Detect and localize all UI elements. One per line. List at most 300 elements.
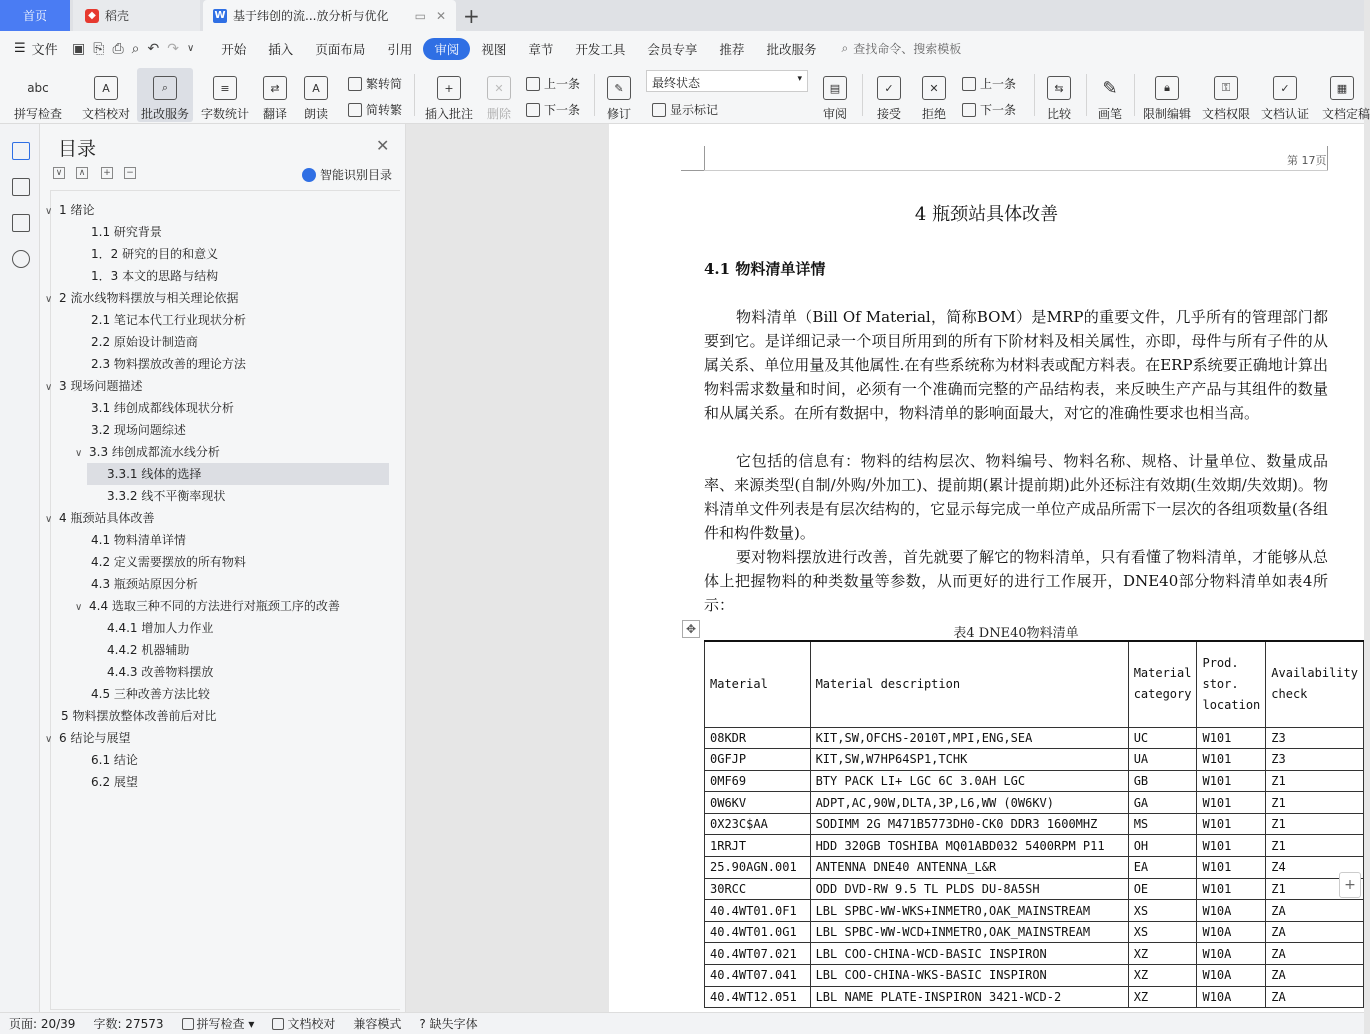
doc-permission-label: 文档权限 [1201,107,1250,121]
table-cell[interactable]: HDD 320GB TOSHIBA MQ01ABD032 5400RPM P11 [810,835,1128,857]
trad-to-simp-icon [348,77,362,91]
expand-up-icon[interactable]: ∧ [76,167,88,179]
toc-item-label: 4.2 定义需要摆放的所有物料 [91,555,246,569]
next-comment-button[interactable] [526,101,580,118]
table-cell[interactable]: BTY PACK LI+ LGC 6C 3.0AH LGC [810,770,1128,792]
table-cell[interactable]: ZA [1266,965,1364,987]
tab-pin-icon[interactable]: ▭ [414,8,426,23]
table-header-cell: Availability check [1266,641,1364,727]
toc-item-label: 4.4.1 增加人力作业 [107,621,214,635]
accept-label: 接受 [876,107,901,121]
accept-button[interactable] [870,68,908,122]
command-search-placeholder: 查找命令、搜索模板 [853,42,962,56]
crop-mark [1327,146,1328,170]
doc-permission-icon: ⚿ [1214,76,1238,100]
table-cell[interactable]: LBL COO-CHINA-WKS-BASIC INSPIRON [810,965,1128,987]
prev-comment-label: 上一条 [544,77,581,91]
simp-to-trad-icon [348,103,362,117]
crop-mark [704,146,705,170]
table-cell[interactable]: EA [1128,857,1197,879]
hamburger-icon: ☰ [14,41,26,56]
toc-item-label: 3.3 纬创成都流水线分析 [89,445,220,459]
chevron-down-icon[interactable]: ∨ [45,382,53,393]
table-cell[interactable]: XS [1128,921,1197,943]
toc-item[interactable] [91,573,198,595]
reject-icon: ✕ [922,76,946,100]
finalize-icon: ▦ [1330,76,1354,100]
menu-tab-member[interactable]: 会员专享 [647,41,698,57]
missing-font-indicator[interactable] [410,1015,486,1032]
toc-item[interactable] [45,507,154,529]
ribbon-review [0,66,1370,124]
menu-tab-correction[interactable]: 批改服务 [766,41,817,57]
table-cell[interactable]: ANTENNA DNE40 ANTENNA_L&R [810,857,1128,879]
toc-item-label: 6.1 结论 [91,753,138,767]
tab-close-icon[interactable]: ✕ [435,8,446,23]
tab-document-label: 基于纬创的流...放分析与优化 [233,9,389,23]
chevron-down-icon: ▾ [797,74,802,84]
toc-item-label: 2 流水线物料摆放与相关理论依据 [59,291,239,305]
page-indicator[interactable]: 页面: 20/39 [9,1017,76,1031]
spellcheck-status-icon [182,1018,194,1030]
menu-tab-recommend[interactable]: 推荐 [719,41,745,57]
table-row [705,900,1364,922]
next-change-button[interactable] [962,101,1016,118]
word-count-icon: ≡ [213,76,237,100]
table-cell[interactable]: XZ [1128,986,1197,1008]
table-cell[interactable]: W101 [1197,878,1266,900]
table-row [705,965,1364,987]
table-cell[interactable]: ZA [1266,986,1364,1008]
table-cell[interactable]: KIT,SW,W7HP64SP1,TCHK [810,749,1128,771]
menu-tab-start[interactable]: 开始 [221,41,247,57]
document-page[interactable] [609,124,1364,1012]
table-cell[interactable]: W101 [1197,770,1266,792]
tab-daoke[interactable] [73,0,200,31]
table-row [705,857,1364,879]
table-cell[interactable]: 0GFJP [705,749,811,771]
toc-item-label: 6.2 展望 [91,775,138,789]
tab-home[interactable] [0,0,70,31]
paragraph-1: 物料清单（Bill Of Material，简称BOM）是MRP的重要文件，几乎所有的管理部门都要到它。是详细记录一个项目所用到的所有下阶材料及相关属性，亦即，母件与所有子件的从属关系、单位用量及其他属性.在有些系统称为材料表或配方料表。在ERP系统要正确地计算出物料需求数量和时间，必须有一个准确而完整的产品结构表，来反映生产产品与其组件的数量和从属关系。在所有数据中，物料清单的影响面最大，对它的准确性要求也相当高。 [704,308,1328,422]
table-cell[interactable]: ZA [1266,943,1364,965]
ribbon-divider [414,74,415,116]
pen-label: 画笔 [1097,107,1122,121]
table-cell[interactable]: 08KDR [705,727,811,749]
statusbar-spellcheck[interactable]: 拼写检查 ▾ [173,1015,264,1032]
prev-comment-icon [526,77,540,91]
table-cell[interactable]: UC [1128,727,1197,749]
ribbon-divider [1034,74,1035,116]
tab-document[interactable] [203,0,456,31]
toc-item[interactable] [91,749,138,771]
toc-item-label: 1.1 研究背景 [91,225,162,239]
toc-item[interactable] [91,221,162,243]
undo-icon[interactable]: ↶ [147,40,160,57]
toc-item-label: 4.4.2 机器辅助 [107,643,190,657]
statusbar-doc-proof[interactable] [263,1015,344,1032]
table-cell[interactable]: W10A [1197,986,1266,1008]
toc-item-label: 4 瓶颈站具体改善 [59,511,155,525]
toc-item[interactable] [91,419,186,441]
toc-item[interactable] [91,265,218,287]
redo-icon[interactable]: ↷ [167,40,179,57]
toc-item[interactable] [91,243,218,265]
menu-tab-layout[interactable]: 页面布局 [315,41,366,57]
table-cell[interactable]: OE [1128,878,1197,900]
smart-toc-button[interactable] [302,166,392,183]
table-cell[interactable]: 0W6KV [705,792,811,814]
navigation-icon[interactable] [12,178,30,196]
daoke-logo-icon: ◆ [85,9,99,23]
toc-item[interactable] [75,441,220,463]
doc-finalize-button[interactable] [1318,68,1370,122]
compare-label: 比较 [1046,107,1071,121]
table-cell[interactable]: W101 [1197,813,1266,835]
table-cell[interactable]: ADPT,AC,90W,DLTA,3P,L6,WW (0W6KV) [810,792,1128,814]
translate-icon: ⇄ [263,76,287,100]
table-cell[interactable]: W101 [1197,835,1266,857]
file-menu-label: 文件 [31,43,58,58]
toc-panel [40,124,406,1012]
table-cell[interactable]: 0MF69 [705,770,811,792]
toc-item[interactable] [91,771,138,793]
toc-item-label: 4.5 三种改善方法比较 [91,687,210,701]
table-row [705,749,1364,771]
toc-item-label: 6 结论与展望 [59,731,131,745]
doc-permission-button[interactable] [1199,68,1253,122]
table-row [705,878,1364,900]
tab-home-label: 首页 [22,9,47,23]
restrict-edit-button[interactable] [1140,68,1194,122]
markup-state-select[interactable] [646,70,808,92]
spellcheck-icon: abc [27,81,49,95]
toc-item-label: 3.2 现场问题综述 [91,423,186,437]
table-cell[interactable]: ZA [1266,921,1364,943]
table-cell[interactable]: Z3 [1266,727,1364,749]
toc-item[interactable] [45,199,94,221]
toc-item-label: 4.4.3 改善物料摆放 [107,665,214,679]
toc-item[interactable] [91,309,246,331]
toc-item[interactable] [91,353,246,375]
table-cell[interactable]: MS [1128,813,1197,835]
trad-to-simp-button[interactable] [348,75,402,92]
bom-table [704,640,1364,1008]
toc-item[interactable] [45,375,142,397]
paragraph-3: 要对物料摆放进行改善，首先就要了解它的物料清单，只有看懂了物料清单，才能够从总体上把握物料的种类数量等参数，从而更好的进行工作展开，DNE40部分物料清单如表4所示： [704,548,1328,614]
toc-item[interactable] [91,397,234,419]
accept-icon: ✓ [877,76,901,100]
spellcheck-label: 拼写检查 [13,107,62,121]
quick-access-toolbar [72,41,194,57]
table-cell[interactable]: LBL SPBC-WW-WCD+INMETRO,OAK_MAINSTREAM [810,921,1128,943]
compare-button[interactable] [1040,68,1078,122]
toc-item-label: 3.3.2 线不平衡率现状 [107,489,226,503]
table-cell[interactable]: W10A [1197,900,1266,922]
menu-bar [0,31,1364,66]
smart-toc-label: 智能识别目录 [320,168,393,182]
status-bar [0,1012,1364,1034]
table-row [705,986,1364,1008]
translate-button[interactable] [256,68,294,122]
chevron-down-icon[interactable]: ∨ [45,734,53,745]
table-cell[interactable]: Z4 [1266,857,1364,879]
title-bar [0,0,1364,31]
next-change-label: 下一条 [980,103,1017,117]
toc-item-label: 1 绪论 [59,203,95,217]
read-aloud-button[interactable] [300,68,332,122]
spellcheck-button[interactable] [8,68,68,122]
table-cell[interactable]: 1RRJT [705,835,811,857]
toc-item-label: 4.1 物料清单详情 [91,533,186,547]
toc-panel-icon[interactable] [12,142,30,160]
review-pane-button[interactable] [816,68,854,122]
toc-item-label: 1．3 本文的思路与结构 [91,269,219,283]
table-cell[interactable]: GB [1128,770,1197,792]
menu-tab-view[interactable]: 视图 [481,41,507,57]
table-cell[interactable]: 0X23C$AA [705,813,811,835]
ribbon-divider [594,74,595,116]
lock-icon: 🔒︎ [1155,76,1179,100]
print-icon[interactable]: ⎙ [112,40,124,57]
toc-item[interactable] [91,683,210,705]
toc-item-label: 4.3 瓶颈站原因分析 [91,577,198,591]
doc-proof-label: 文档校对 [81,107,130,121]
table-cell[interactable]: 30RCC [705,878,811,900]
revise-icon: ✎ [607,76,631,100]
read-aloud-label: 朗读 [303,107,328,121]
doc-finalize-label: 文档定稿 [1322,107,1370,121]
table-cell[interactable]: W10A [1197,921,1266,943]
insert-comment-icon: + [437,76,461,100]
table-header-cell: Material description [810,641,1128,727]
toc-item[interactable] [91,331,198,353]
prev-change-button[interactable] [962,75,1016,92]
ribbon-divider [862,74,863,116]
prev-change-label: 上一条 [980,77,1017,91]
section-title: 4.1 物料清单详情 [704,260,826,278]
table-cell[interactable]: XS [1128,900,1197,922]
crop-mark [681,170,705,171]
export-pdf-icon[interactable]: ⎘ [93,40,105,57]
print-preview-icon[interactable]: ⌕ [131,40,140,57]
next-comment-label: 下一条 [544,103,581,117]
header-line [704,170,1328,171]
table-header-cell: Material category [1128,641,1197,727]
new-tab-button[interactable]: + [463,4,480,28]
compare-icon: ⇆ [1047,76,1071,100]
menu-tab-review[interactable]: 审阅 [423,38,470,60]
toc-item[interactable] [45,727,130,749]
table-cell[interactable]: 40.4WT07.021 [705,943,811,965]
toc-item[interactable] [91,551,246,573]
doc-certify-button[interactable] [1258,68,1312,122]
table-cell[interactable]: LBL SPBC-WW-WKS+INMETRO,OAK_MAINSTREAM [810,900,1128,922]
review-pane-icon: ▤ [823,76,847,100]
markup-state-value: 最终状态 [652,76,701,90]
toc-item[interactable] [107,485,225,507]
table-cell[interactable]: W10A [1197,965,1266,987]
prev-comment-button[interactable] [526,75,580,92]
table-row [705,792,1364,814]
revise-label: 修订 [606,107,631,121]
correction-service-button[interactable] [137,68,193,122]
chevron-down-icon[interactable]: ∨ [45,206,53,217]
table-cell[interactable]: OH [1128,835,1197,857]
table-cell[interactable]: Z1 [1266,835,1364,857]
paragraph-2: 它包括的信息有：物料的结构层次、物料编号、物料名称、规格、计量单位、数量成品率、来源类型(自制/外购/外加工)、提前期(累计提前期)此外还标注有效期(生效期/失效期)。物料清单文件列表是有层次结构的，它显示每完成一单位产成品所需下一层次的各组项数量(各组件和构件数量)。 [704,452,1328,542]
chevron-down-icon[interactable]: ∨ [75,602,83,613]
next-comment-icon [526,103,540,117]
chapter-title: 4 瓶颈站具体改善 [914,204,1059,225]
save-icon[interactable]: ▣ [72,40,86,57]
ribbon-divider [1086,74,1087,116]
ribbon-divider [1134,74,1135,116]
toc-item[interactable] [91,529,186,551]
add-panel-button[interactable]: + [1339,872,1361,898]
more-quick-access-icon[interactable]: ∨ [186,43,195,54]
table-move-handle-icon[interactable]: ✥ [682,620,700,638]
table-cell[interactable]: ODD DVD-RW 9.5 TL PLDS DU-8A5SH [810,878,1128,900]
revise-button[interactable] [600,68,638,122]
writer-doc-icon: W [214,9,226,21]
table-cell[interactable]: LBL NAME PLATE-INSPIRON 3421-WCD-2 [810,986,1128,1008]
table-cell[interactable]: 25.90AGN.001 [705,857,811,879]
reject-label: 拒绝 [921,107,946,121]
read-aloud-icon: A [304,76,328,100]
toc-item-label: 3 现场问题描述 [59,379,143,393]
chevron-down-icon[interactable]: ∨ [45,514,53,525]
review-pane-label: 审阅 [822,107,847,121]
chevron-down-icon[interactable]: ∨ [45,294,53,305]
search-panel-icon[interactable] [12,250,30,268]
toc-item[interactable] [45,287,238,309]
doc-proof-button[interactable] [78,68,134,122]
table-row [705,813,1364,835]
insert-comment-label: 插入批注 [424,107,473,121]
add-heading-icon[interactable]: + [101,167,113,179]
delete-comment-icon: ✕ [487,76,511,100]
document-area [407,124,1364,1012]
simp-to-trad-label: 简转繁 [366,103,403,117]
correction-service-label: 批改服务 [140,107,189,121]
insert-comment-button[interactable] [422,68,476,122]
word-count-indicator[interactable]: 字数: 27573 [93,1017,164,1031]
menu-tab-chapter[interactable]: 章节 [528,41,554,57]
toc-item-label: 3.1 纬创成都线体现状分析 [91,401,234,415]
smart-toc-icon [302,168,316,182]
collapse-all-icon[interactable]: ∨ [53,167,65,179]
side-rail [0,124,40,1012]
table-cell[interactable]: Z1 [1266,792,1364,814]
table-caption: 表4 DNE40物料清单 [953,626,1079,641]
delete-comment-label: 删除 [486,107,511,121]
table-cell[interactable]: XZ [1128,943,1197,965]
toc-item-label: 2.2 原始设计制造商 [91,335,198,349]
doc-proof-icon: A [94,76,118,100]
table-cell[interactable]: W10A [1197,943,1266,965]
bookmark-icon[interactable] [12,214,30,232]
menu-tabs [210,38,827,60]
toc-item-label: 3.3.1 线体的选择 [107,467,202,481]
menu-tab-devtools[interactable]: 开发工具 [575,41,626,57]
pen-button[interactable] [1094,68,1126,122]
simp-to-trad-button[interactable] [348,101,402,118]
file-menu[interactable] [0,39,72,58]
table-cell[interactable]: W101 [1197,749,1266,771]
toc-item[interactable] [107,661,213,683]
table-cell[interactable]: W101 [1197,727,1266,749]
pen-icon: ✎ [1102,77,1118,99]
toc-item[interactable] [61,705,216,727]
tab-daoke-label: 稻壳 [105,9,130,23]
table-cell[interactable]: KIT,SW,OFCHS-2010T,MPI,ENG,SEA [810,727,1128,749]
table-cell[interactable]: Z1 [1266,770,1364,792]
menu-tab-reference[interactable]: 引用 [387,41,413,57]
word-count-label: 字数统计 [200,107,249,121]
table-row [705,770,1364,792]
toc-item[interactable] [107,639,189,661]
table-cell[interactable]: GA [1128,792,1197,814]
next-change-icon [962,103,976,117]
remove-heading-icon[interactable]: − [124,167,136,179]
table-cell[interactable]: SODIMM 2G M471B5773DH0-CK0 DDR3 1600MHZ [810,813,1128,835]
table-row [705,835,1364,857]
table-cell[interactable]: UA [1128,749,1197,771]
correction-service-icon: ⌕ [153,76,177,100]
chevron-down-icon[interactable]: ∨ [75,448,83,459]
translate-label: 翻译 [262,107,287,121]
missing-font-label: 缺失字体 [429,1017,478,1031]
command-search[interactable] [841,40,961,57]
menu-tab-insert[interactable]: 插入 [268,41,294,57]
table-cell[interactable]: Z1 [1266,878,1364,900]
compat-mode-indicator: 兼容模式 [353,1017,402,1031]
toc-item[interactable] [75,595,340,617]
table-cell[interactable]: W101 [1197,857,1266,879]
doc-certify-label: 文档认证 [1260,107,1309,121]
table-cell[interactable]: LBL COO-CHINA-WCD-BASIC INSPIRON [810,943,1128,965]
toc-item-label: 2.3 物料摆放改善的理论方法 [91,357,246,371]
table-cell[interactable]: 40.4WT07.041 [705,965,811,987]
table-cell[interactable]: 40.4WT01.0F1 [705,900,811,922]
show-markup-icon [652,103,666,117]
word-count-button[interactable] [197,68,253,122]
toc-item-label: 2.1 笔记本代工行业现状分析 [91,313,246,327]
show-markup-label: 显示标记 [670,103,719,117]
show-markup-button[interactable] [652,101,718,118]
table-cell[interactable]: Z3 [1266,749,1364,771]
prev-change-icon [962,77,976,91]
table-cell[interactable]: ZA [1266,900,1364,922]
table-cell[interactable]: W101 [1197,792,1266,814]
table-cell[interactable]: XZ [1128,965,1197,987]
close-icon[interactable]: ✕ [376,136,390,155]
table-cell[interactable]: 40.4WT01.0G1 [705,921,811,943]
table-header-cell: Prod. stor. location [1197,641,1266,727]
toc-item[interactable] [107,617,213,639]
reject-button[interactable] [915,68,953,122]
trad-to-simp-label: 繁转简 [366,77,403,91]
table-cell[interactable]: 40.4WT12.051 [705,986,811,1008]
toc-item-label: 5 物料摆放整体改善前后对比 [61,709,217,723]
table-cell[interactable]: Z1 [1266,813,1364,835]
bom-table-body [705,727,1364,1008]
delete-comment-button[interactable] [480,68,518,122]
toc-item[interactable] [87,463,389,485]
toc-list [45,190,400,1010]
certify-icon: ✓ [1273,76,1297,100]
